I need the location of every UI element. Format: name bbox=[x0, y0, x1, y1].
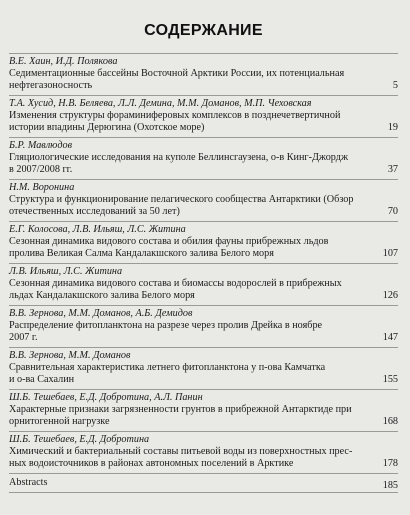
entry-page-number: 70 bbox=[387, 206, 398, 217]
entry-authors: В.В. Зернова, М.М. Доманов, А.Б. Демидов bbox=[9, 308, 193, 319]
entry-title-line: 2007 г. bbox=[9, 332, 38, 343]
entry-page-number: 147 bbox=[382, 332, 398, 343]
entry-page-number: 107 bbox=[382, 248, 398, 259]
entry-title-line: Распределение фитопланктона на разрезе через пролив Дрейка в ноябре bbox=[9, 320, 323, 331]
entry-page-number: 5 bbox=[392, 80, 398, 91]
entry-title-line: льдах Кандалакшского залива Белого моря bbox=[9, 290, 195, 301]
entry-title bbox=[9, 68, 398, 92]
entry-title bbox=[9, 362, 398, 386]
entry-title-line: Сравнительная характеристика летнего фитопланктона у п-ова Камчатка bbox=[9, 362, 326, 373]
entry-title-line: и о-ва Сахалин bbox=[9, 374, 75, 385]
contents-entry bbox=[9, 95, 398, 137]
entry-page-number: 178 bbox=[382, 458, 398, 469]
entry-authors: Н.М. Воронина bbox=[9, 182, 75, 193]
contents-list bbox=[9, 53, 398, 473]
entry-title bbox=[9, 194, 398, 218]
entry-title-line: пролива Великая Салма Кандалакшского залива Белого моря bbox=[9, 248, 274, 259]
entry-title-line: Изменения структуры фораминиферовых комплексов в позднечетвертичной bbox=[9, 110, 341, 121]
entry-authors: Е.Г. Колосова, Л.В. Ильяш, Л.С. Житина bbox=[9, 224, 186, 235]
entry-authors: Б.Р. Мавлюдов bbox=[9, 140, 73, 151]
entry-page-number: 19 bbox=[387, 122, 398, 133]
entry-authors: В.В. Зернова, М.М. Доманов bbox=[9, 350, 131, 361]
entry-authors: В.Е. Хаин, И.Д. Полякова bbox=[9, 56, 118, 67]
entry-title-line: в 2007/2008 гг. bbox=[9, 164, 73, 175]
entry-title-line: отечественных исследований за 50 лет) bbox=[9, 206, 180, 217]
entry-title-line: Сезонная динамика видового состава и биомассы водорослей в прибрежных bbox=[9, 278, 342, 289]
entry-title-line: нефтегазоносность bbox=[9, 80, 93, 91]
entry-title bbox=[9, 446, 398, 470]
entry-title-line: Сезонная динамика видового состава и обилия фауны прибрежных льдов bbox=[9, 236, 329, 247]
entry-page-number: 155 bbox=[382, 374, 398, 385]
abstracts-entry bbox=[9, 473, 398, 493]
entry-title bbox=[9, 278, 398, 302]
contents-entry bbox=[9, 305, 398, 347]
entry-title-line: истории впадины Дерюгина (Охотское море) bbox=[9, 122, 205, 133]
abstracts-label: Abstracts bbox=[9, 477, 48, 488]
contents-entry bbox=[9, 179, 398, 221]
contents-entry bbox=[9, 431, 398, 473]
entry-title-line: Седиментационные бассейны Восточной Арктики России, их потенциальная bbox=[9, 68, 345, 79]
entry-page-number: 37 bbox=[387, 164, 398, 175]
entry-title-line: Структура и функционирование пелагического сообщества Антарктики (Обзор bbox=[9, 194, 354, 205]
entry-page-number: 126 bbox=[382, 290, 398, 301]
entry-title bbox=[9, 320, 398, 344]
entry-title bbox=[9, 236, 398, 260]
contents-entry bbox=[9, 137, 398, 179]
abstracts-page-number: 185 bbox=[382, 480, 398, 491]
entry-title-line: Характерные признаки загрязненности грунтов в прибрежной Антарктиде при bbox=[9, 404, 352, 415]
contents-entry bbox=[9, 53, 398, 95]
contents-entry bbox=[9, 263, 398, 305]
entry-authors: Л.В. Ильяш, Л.С. Житина bbox=[9, 266, 123, 277]
entry-authors: Ш.Б. Тешебаев, Е.Д. Добротина bbox=[9, 434, 150, 445]
entry-title bbox=[9, 152, 398, 176]
entry-title bbox=[9, 404, 398, 428]
contents-heading: СОДЕРЖАНИЕ bbox=[144, 22, 263, 39]
contents-entry bbox=[9, 389, 398, 431]
entry-authors: Ш.Б. Тешебаев, Е.Д. Добротина, А.Л. Панин bbox=[9, 392, 203, 403]
entry-title-line: Химический и бактериальный составы питьевой воды из поверхностных прес- bbox=[9, 446, 353, 457]
contents-entry bbox=[9, 221, 398, 263]
entry-title-line: Гляциологические исследования на куполе Беллинсгаузена, о-в Кинг-Джордж bbox=[9, 152, 348, 163]
entry-title-line: орнитогенной нагрузке bbox=[9, 416, 110, 427]
entry-title-line: ных водоисточников в районах автономных поселений в Арктике bbox=[9, 458, 294, 469]
entry-authors: Т.А. Хусид, Н.В. Беляева, Л.Л. Демина, М.М. Доманов, М.П. Чеховская bbox=[9, 98, 312, 109]
contents-entry bbox=[9, 347, 398, 389]
entry-page-number: 168 bbox=[382, 416, 398, 427]
entry-title bbox=[9, 110, 398, 134]
